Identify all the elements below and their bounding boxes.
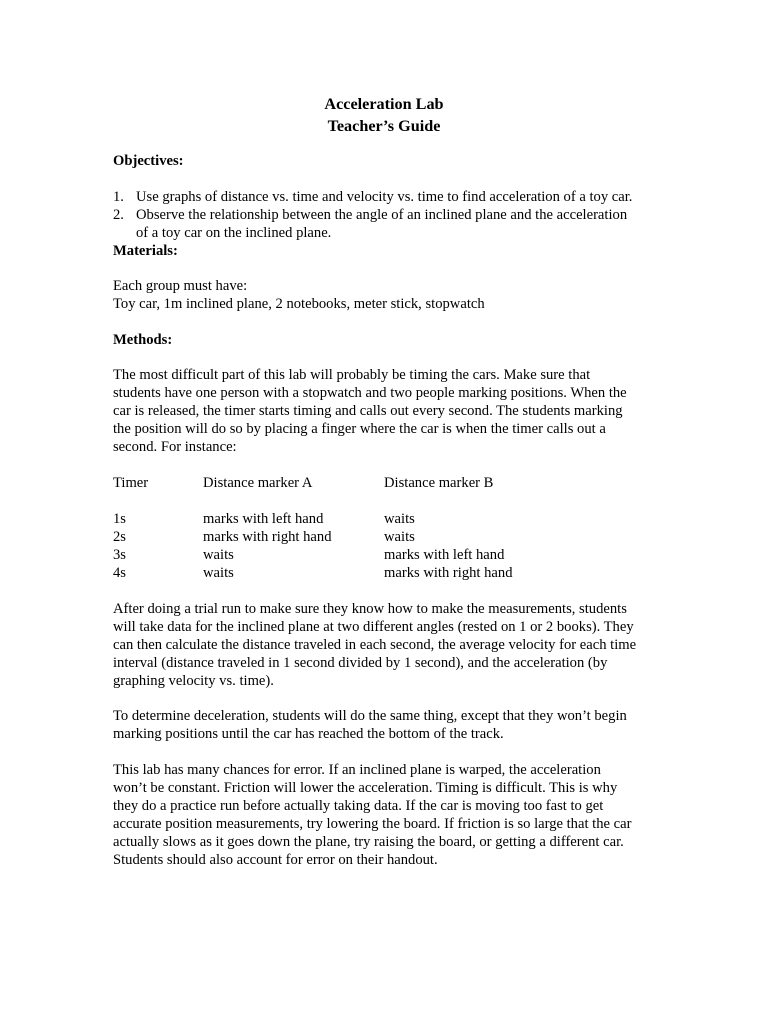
table-cell: waits (384, 511, 415, 527)
objective-text: Use graphs of distance vs. time and velocity vs. time to find acceleration of a toy car. (136, 189, 633, 205)
materials-heading: Materials: (113, 243, 178, 259)
table-cell: waits (203, 565, 234, 581)
paragraph-line: actually slows as it goes down the plane, try raising the board, or getting a different car. (113, 834, 624, 850)
document-title: Acceleration Lab (324, 95, 444, 113)
table-cell: waits (203, 547, 234, 563)
methods-text-line: The most difficult part of this lab will probably be timing the cars. Make sure that (113, 367, 591, 383)
objectives-heading: Objectives: (113, 153, 184, 169)
paragraph-line: Students should also account for error on their handout. (113, 852, 438, 868)
paragraph-line: This lab has many chances for error. If an inclined plane is warped, the acceleration (113, 762, 601, 778)
materials-line: Each group must have: (113, 278, 248, 294)
paragraph-line: graphing velocity vs. time). (113, 673, 274, 689)
methods-heading: Methods: (113, 332, 173, 348)
methods-text-line: the position will do so by placing a finger where the car is when the timer calls out a (113, 421, 606, 437)
table-cell: 4s (113, 565, 126, 581)
materials-line: Toy car, 1m inclined plane, 2 notebooks, meter stick, stopwatch (113, 296, 485, 312)
methods-text-line: students have one person with a stopwatch and two people marking positions. When the (113, 385, 627, 401)
table-cell: marks with left hand (384, 547, 505, 563)
document-subtitle: Teacher’s Guide (327, 117, 441, 135)
methods-text-line: second. For instance: (113, 439, 237, 455)
paragraph-line: marking positions until the car has reached the bottom of the track. (113, 726, 504, 742)
table-header-cell: Distance marker A (203, 475, 313, 491)
table-header-cell: Distance marker B (384, 475, 494, 491)
paragraph-line: accurate position measurements, try lowering the board. If friction is so large that the car (113, 816, 632, 832)
methods-text-line: car is released, the timer starts timing and calls out every second. The students marking (113, 403, 623, 419)
table-cell: 3s (113, 547, 126, 563)
table-cell: marks with right hand (203, 529, 332, 545)
objective-number: 2. (113, 207, 124, 223)
paragraph-line: interval (distance traveled in 1 second divided by 1 second), and the acceleration (by (113, 655, 608, 671)
paragraph-line: will take data for the inclined plane at two different angles (rested on 1 or 2 books). They (113, 619, 634, 635)
objective-text: Observe the relationship between the angle of an inclined plane and the acceleration (136, 207, 628, 223)
table-cell: 2s (113, 529, 126, 545)
table-cell: waits (384, 529, 415, 545)
objective-number: 1. (113, 189, 124, 205)
table-cell: 1s (113, 511, 126, 527)
paragraph-line: can then calculate the distance traveled in each second, the average velocity for each time (113, 637, 637, 653)
paragraph-line: To determine deceleration, students will do the same thing, except that they won’t begin (113, 708, 627, 724)
objective-text: of a toy car on the inclined plane. (136, 225, 332, 241)
paragraph-line: won’t be constant. Friction will lower the acceleration. Timing is difficult. This is why (113, 780, 618, 796)
paragraph-line: they do a practice run before actually taking data. If the car is moving too fast to get (113, 798, 604, 814)
table-cell: marks with left hand (203, 511, 324, 527)
table-header-cell: Timer (113, 475, 149, 491)
paragraph-line: After doing a trial run to make sure they know how to make the measurements, students (113, 601, 627, 617)
table-cell: marks with right hand (384, 565, 513, 581)
